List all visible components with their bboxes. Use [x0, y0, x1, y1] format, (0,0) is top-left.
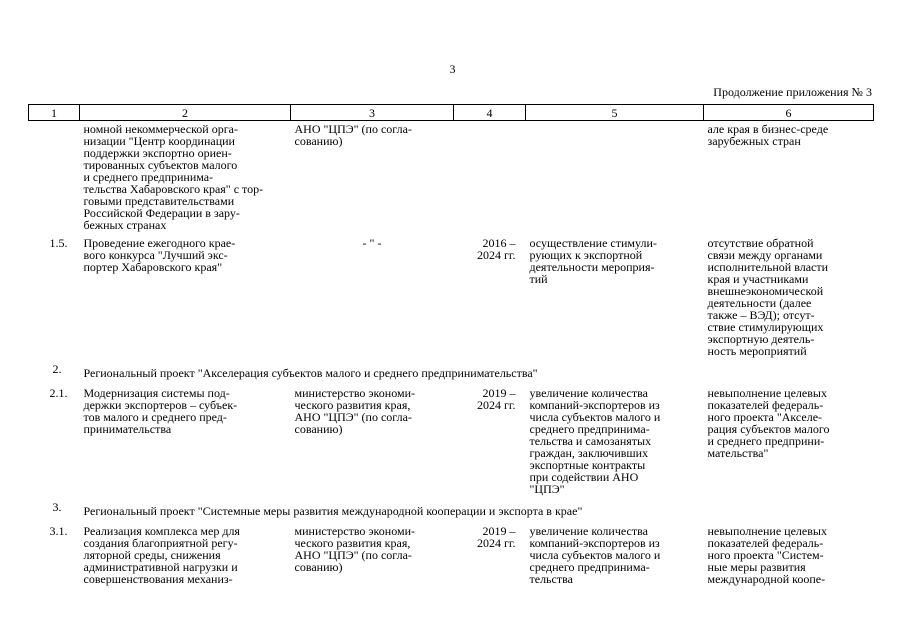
row-number: 1.5.: [49, 236, 68, 250]
table-header: [29, 105, 874, 121]
executor: министерство экономи- ческого развития края, АНО "ЦПЭ" (по согла- сованию): [294, 386, 415, 436]
period: 2019 – 2024 гг.: [477, 524, 516, 550]
consequence: отсутствие обратной связи между органами исполнительной власти края и участниками внешнеэкономической деятельности (далее также – ВЭД); отсут- ствие стимулирующих экспортную деятель- ность мероприятий: [707, 236, 829, 358]
header-col-1: 1: [29, 105, 80, 121]
consequence: але края в бизнес-среде зарубежных стран: [707, 122, 829, 148]
measure-name: Проведение ежегодного крае- вого конкурса "Лучший экс- портер Хабаровского края": [83, 236, 236, 274]
expected-result: увеличение количества компаний-экспортеров из числа субъектов малого и среднего предпринима- тельства и самозанятых граждан, заключивших экспортные контракты при содействии АНО "ЦПЭ": [529, 386, 661, 496]
page-number: 3: [449, 62, 456, 76]
header-col-4: 4: [454, 105, 526, 121]
measure-name: Реализация комплекса мер для создания благоприятной регу- ляторной среды, снижения административной нагрузки и совершенствования механиз-: [83, 524, 240, 586]
expected-result: осуществление стимули- рующих к экспортной деятельности мероприя- тий: [529, 236, 657, 286]
header-col-2: 2: [80, 105, 291, 121]
measure-name: номной некоммерческой орга- низации "Центр координации поддержки экспортно ориен- тированных субъектов малого и среднего предпринима- тельства Хабаровского края" с тор- говыми представительствами Российской Федерации в зару- бежных странах: [83, 122, 264, 232]
expected-result: увеличение количества компаний-экспортеров из числа субъектов малого и среднего предпринима- тельства: [529, 524, 661, 586]
header-col-5: 5: [526, 105, 704, 121]
consequence: невыполнение целевых показателей федераль- ного проекта "Акселе- рация субъектов малого и среднего предприни- мательства": [707, 386, 830, 460]
section-title: Региональный проект "Системные меры развития международной кооперации и экспорта в крае": [83, 504, 583, 518]
row-number: 3.1.: [49, 524, 68, 538]
table-row: [29, 237, 874, 363]
executor: министерство экономи- ческого развития края, АНО "ЦПЭ" (по согла- сованию): [294, 524, 415, 574]
executor: АНО "ЦПЭ" (по согла- сованию): [294, 122, 412, 148]
header-col-3: 3: [291, 105, 454, 121]
section-title: Региональный проект "Акселерация субъектов малого и среднего предпринимательства": [83, 366, 538, 380]
measure-name: Модернизация системы под- держки экспортеров – субъек- тов малого и среднего пред- принимательства: [83, 386, 238, 436]
header-col-6: 6: [704, 105, 874, 121]
continuation-note: Продолжение приложения № 3: [713, 85, 872, 99]
period: 2016 – 2024 гг.: [477, 236, 516, 262]
period: [454, 121, 526, 238]
period: 2019 – 2024 гг.: [477, 386, 516, 412]
program-table: [28, 104, 874, 591]
table-row: [29, 525, 874, 591]
section-number: 2.: [52, 362, 62, 376]
row-number: [29, 121, 80, 238]
section-row: [29, 363, 874, 387]
executor: - " -: [362, 236, 382, 250]
consequence: невыполнение целевых показателей федераль- ного проекта "Систем- ные меры развития международной коопе-: [707, 524, 827, 586]
table-row: [29, 121, 874, 238]
table-row: [29, 387, 874, 501]
row-number: 2.1.: [49, 386, 68, 400]
section-number: 3.: [52, 500, 62, 514]
section-row: [29, 501, 874, 525]
expected-result: [526, 121, 704, 238]
